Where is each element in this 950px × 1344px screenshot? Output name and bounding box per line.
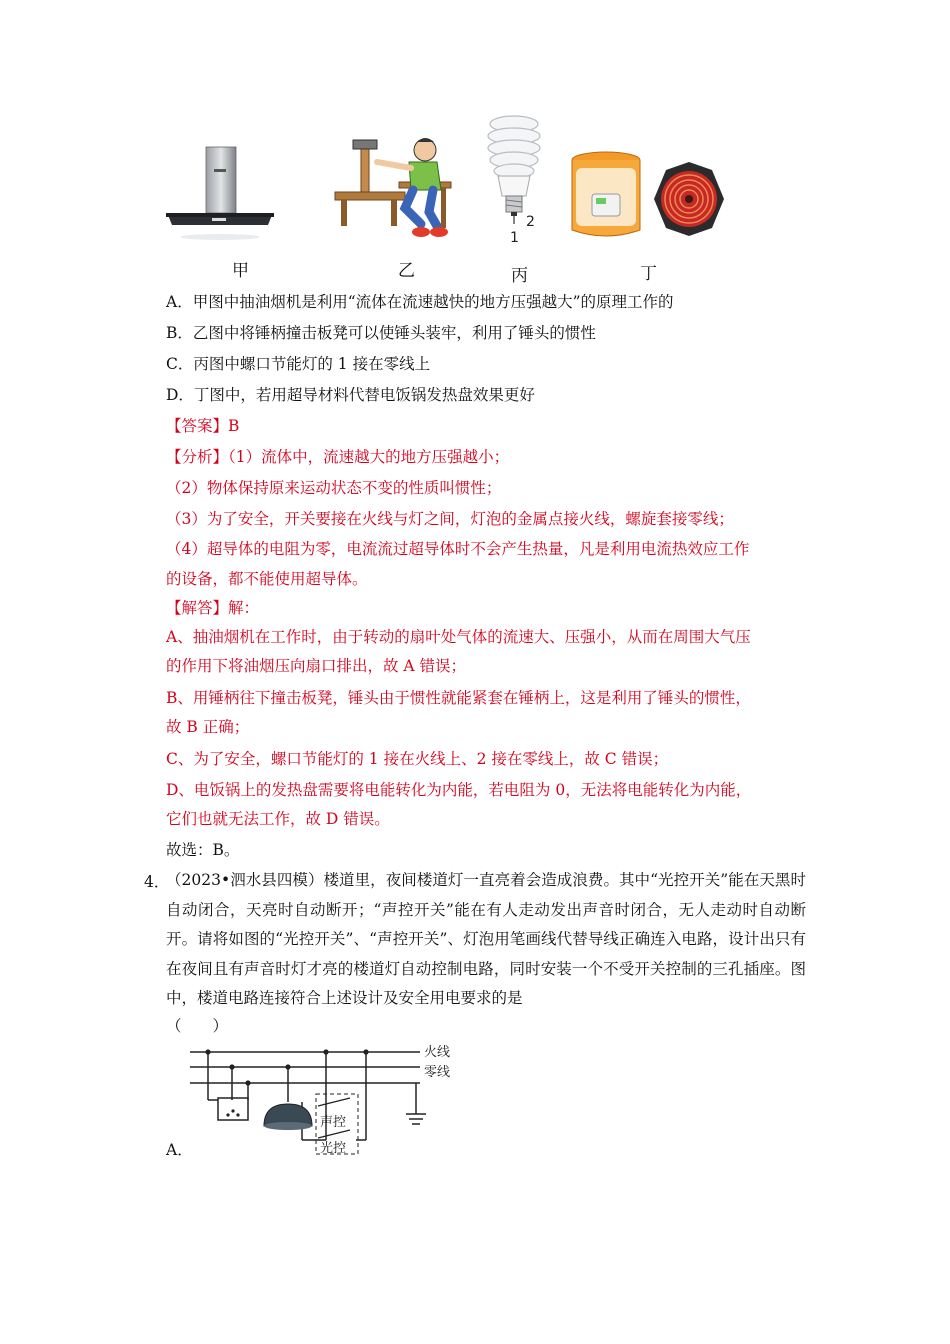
option-b: B．乙图中将锤柄撞击板凳可以使锤头装牢，利用了锤头的惯性 xyxy=(166,324,596,342)
bulb-label-2: 2 xyxy=(526,214,535,230)
light-switch-label: 光控 xyxy=(320,1141,347,1156)
option-d: D．丁图中，若用超导材料代替电饭锅发热盘效果更好 xyxy=(166,386,535,404)
range-hood-figure xyxy=(164,143,276,245)
question-4-number: 4． xyxy=(144,873,170,891)
analysis-point-4b: 的设备，都不能使用超导体。 xyxy=(166,570,368,588)
solution-a-line1: A、抽油烟机在工作时，由于转动的扇叶处气体的流速大、压强小，从而在周围大气压 xyxy=(166,628,751,646)
solution-choice: 故选：B。 xyxy=(166,841,240,859)
solution-a-line2: 的作用下将油烟压向扇口排出，故 A 错误； xyxy=(166,657,467,675)
solution-head: 【解答】解： xyxy=(166,599,260,617)
rice-cooker-figure xyxy=(566,150,646,242)
solution-b-line2: 故 B 正确； xyxy=(166,718,250,736)
analysis-point-4a: （4）超导体的电阻为零，电流流过超导体时不会产生热量，凡是利用电流热效应工作 xyxy=(166,540,750,558)
solution-c-line1: C、为了安全，螺口节能灯的 1 接在火线上、2 接在零线上，故 C 错误； xyxy=(166,750,669,768)
question-4-text: （2023•泗水县四模）楼道里，夜间楼道灯一直亮着会造成浪费。其中“光控开关”能在天黑时自动闭合，天亮时自动断开；“声控开关”能在有人走动发出声音时闭合，无人走动时自动断开。请将如图的“光控开关”、“声控开关”、灯泡用笔画线代替导线正确连入电路，设计出只有在夜间且有声音时灯才亮的楼道灯自动控制电路，同时安装一个不受开关控制的三孔插座。图中，楼道电路连接符合上述设计及安全用电要求的是 xyxy=(166,871,806,1007)
answer-line: 【答案】B xyxy=(166,417,240,435)
live-wire-label: 火线 xyxy=(424,1045,451,1060)
analysis-head: 【分析】（1）流体中，流速越大的地方压强越小； xyxy=(166,448,510,466)
analysis-point-2: （2）物体保持原来运动状态不变的性质叫惯性； xyxy=(166,479,502,497)
question-4-blank: （ ） xyxy=(166,1017,229,1035)
bulb-label-1: 1 xyxy=(510,230,519,244)
solution-d-line1: D、电饭锅上的发热盘需要将电能转化为内能，若电阻为 0，无法将电能转化为内能， xyxy=(166,781,752,799)
heating-plate-figure xyxy=(648,158,730,240)
hammer-bench-figure xyxy=(325,132,457,244)
option-c: C．丙图中螺口节能灯的 1 接在零线上 xyxy=(166,355,431,373)
neutral-wire-label: 零线 xyxy=(424,1065,451,1080)
caption-bing: 丙 xyxy=(511,266,528,286)
question-4-option-a: A． xyxy=(166,1141,193,1159)
spiral-bulb-figure xyxy=(482,114,552,244)
option-a: A．甲图中抽油烟机是利用“流体在流速越快的地方压强越大”的原理工作的 xyxy=(166,293,674,311)
solution-d-line2: 它们也就无法工作，故 D 错误。 xyxy=(166,810,390,828)
analysis-point-3: （3）为了安全，开关要接在火线与灯之间，灯泡的金属点接火线，螺旋套接零线； xyxy=(166,510,734,528)
caption-ding: 丁 xyxy=(640,264,657,284)
sound-switch-label: 声控 xyxy=(320,1115,347,1130)
solution-b-line1: B、用锤柄往下撞击板凳，锤头由于惯性就能紧套在锤柄上，这是利用了锤头的惯性， xyxy=(166,689,751,707)
circuit-diagram-a xyxy=(190,1040,462,1158)
caption-yi: 乙 xyxy=(398,261,415,281)
caption-jia: 甲 xyxy=(232,261,249,281)
